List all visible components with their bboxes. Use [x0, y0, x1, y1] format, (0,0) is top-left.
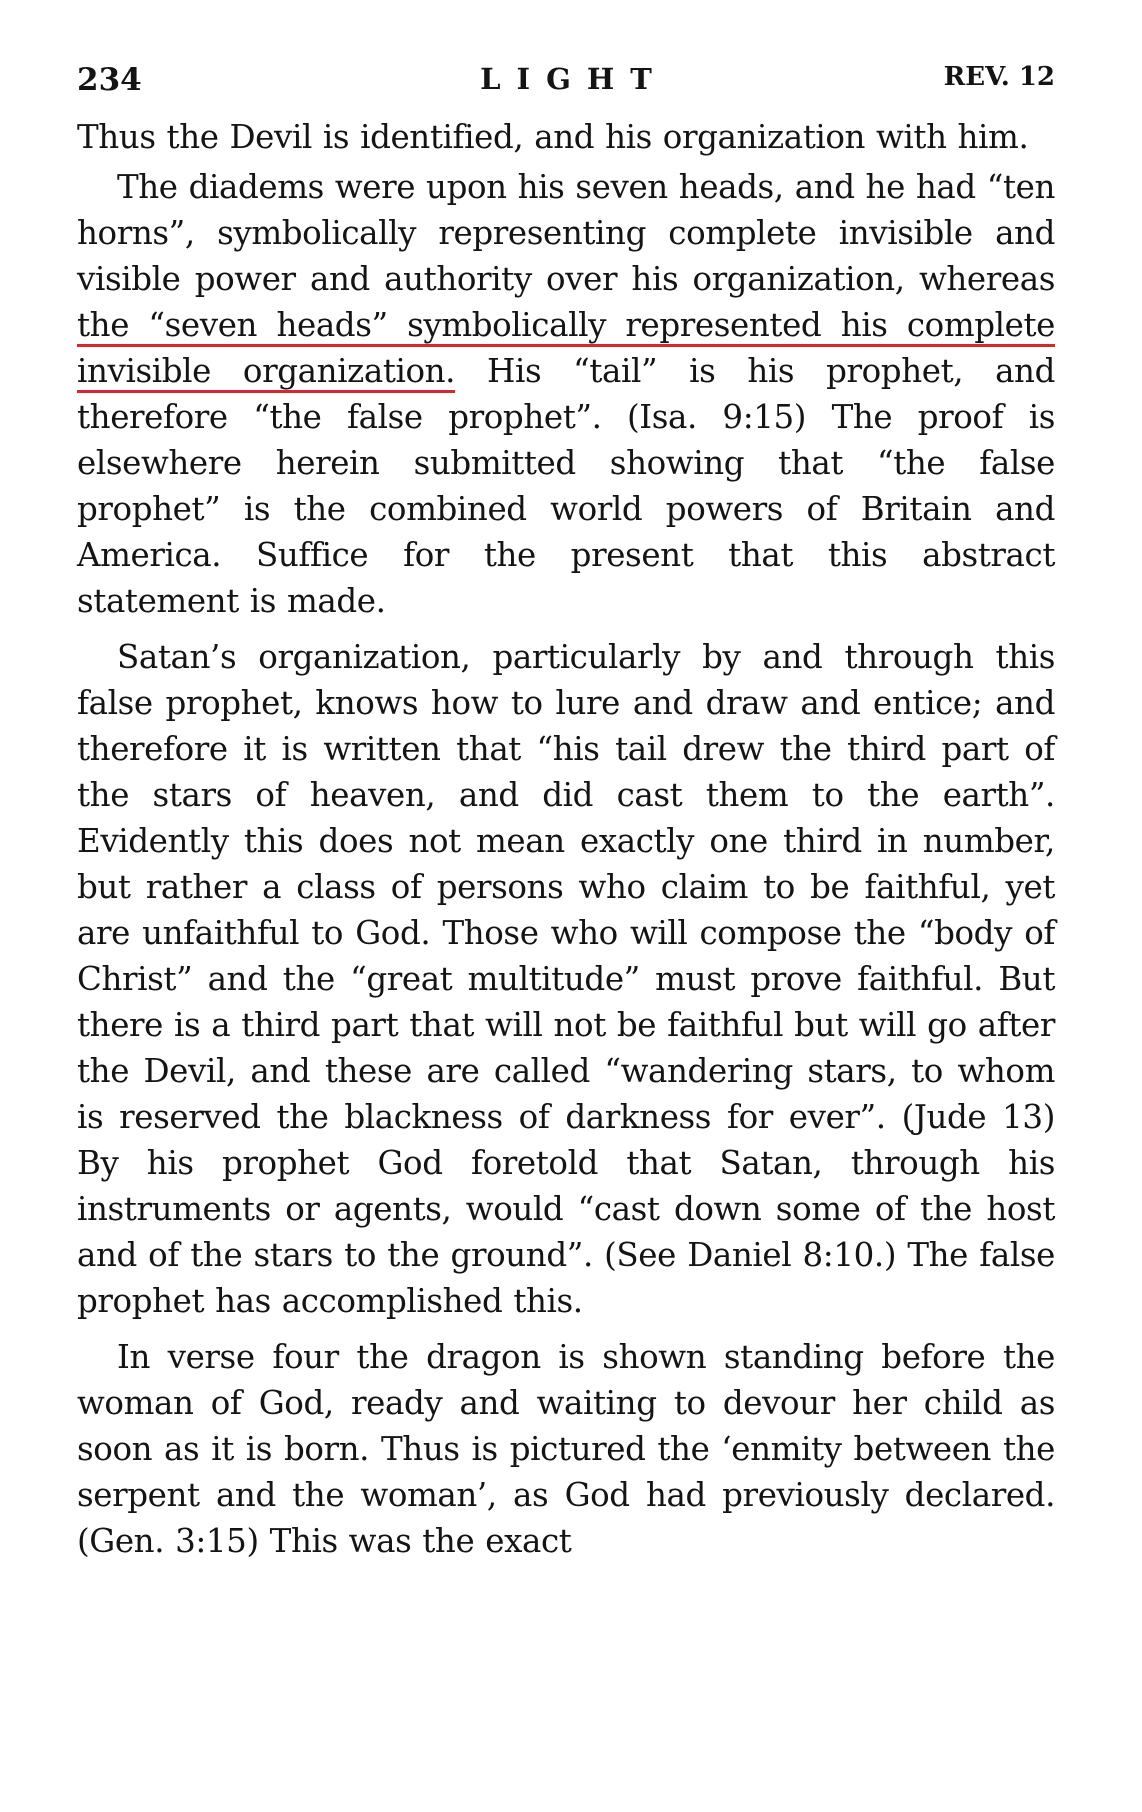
section-reference: REV. 12: [943, 62, 1055, 92]
body-text: [77, 114, 1055, 1564]
page-number: 234: [77, 62, 142, 98]
running-head: [77, 62, 1055, 114]
book-page: [77, 62, 1055, 1564]
paragraph-3: Satan’s organization, particularly by and through this false prophet, knows how to lure and draw and entice; and therefore it is written that “his tail drew the third part of the stars of heaven, and did cast them to the earth”. Evidently this does not mean exactly one third in number, but rather a class of persons who claim to be faithful, yet are unfaithful to God. Those who will compose the “body of Christ” and the “great multitude” must prove faithful. But there is a third part that will not be faithful but will go after the Devil, and these are called “wandering stars, to whom is reserved the blackness of darkness for ever”. (Jude 13) By his prophet God foretold that Satan, through his instruments or agents, would “cast down some of the host and of the stars to the ground”. (See Daniel 8:10.) The false prophet has accomplished this.: [77, 638, 1055, 1320]
paragraph-2-lead: The diadems were upon his seven heads, and he had “ten horns”, symbolically representing complete invisible and visible power and authority over his organization, whereas: [77, 168, 1055, 298]
paragraph-2: [77, 164, 1055, 624]
paragraph-4: In verse four the dragon is shown standing before the woman of God, ready and waiting to devour her child as soon as it is born. Thus is pictured the ‘enmity between the serpent and the woman’, as God had previously declared. (Gen. 3:15) This was the exact: [77, 1338, 1055, 1560]
paragraph-1: Thus the Devil is identified, and his organization with him.: [77, 118, 1029, 156]
running-title: LIGHT: [480, 62, 668, 96]
paragraph-2-tail: His “tail” is his prophet, and therefore “the false prophet”. (Isa. 9:15) The proof is elsewhere herein submitted showing that “the false prophet” is the combined world powers of Britain and America. Suffice for the present that this abstract statement is made.: [77, 352, 1055, 620]
red-underlined-passage: the “seven heads” symbolically represented his complete invisible organization.: [77, 306, 1055, 390]
